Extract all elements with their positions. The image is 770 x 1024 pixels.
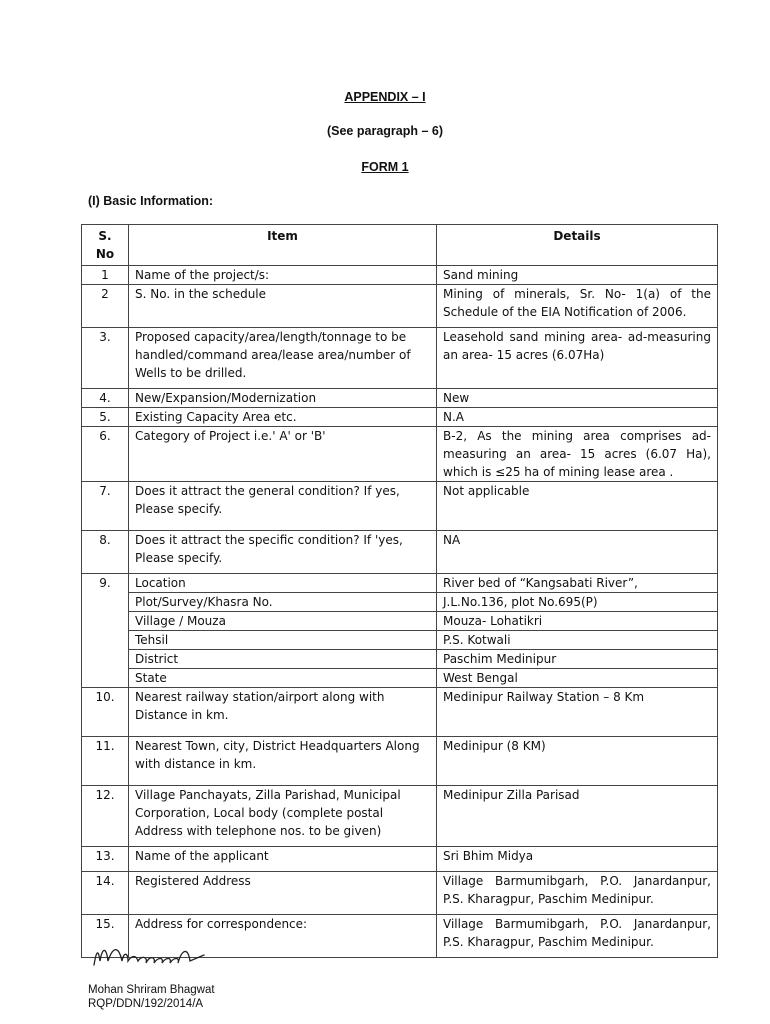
cell-item: Nearest railway station/airport along with Distance in km. xyxy=(129,688,437,737)
cell-item: Proposed capacity/area/length/tonnage to be handled/command area/lease area/number of Wells to be drilled. xyxy=(129,328,437,389)
table-row xyxy=(82,631,718,650)
table-row xyxy=(82,574,718,593)
table-row xyxy=(82,612,718,631)
table-row xyxy=(82,427,718,482)
cell-sno xyxy=(82,650,129,669)
cell-sno: 15. xyxy=(82,915,129,958)
table-row xyxy=(82,593,718,612)
cell-item: Tehsil xyxy=(129,631,437,650)
cell-item: Address for correspondence: xyxy=(129,915,437,958)
cell-details: Paschim Medinipur xyxy=(437,650,718,669)
cell-sno xyxy=(82,612,129,631)
cell-details: B-2, As the mining area comprises ad-measuring an area- 15 acres (6.07 Ha), which is ≤25 ha of mining lease area . xyxy=(437,427,718,482)
header-sno: S. No xyxy=(82,225,129,266)
cell-item: Registered Address xyxy=(129,872,437,915)
cell-sno xyxy=(82,593,129,612)
cell-item: Category of Project i.e.' A' or 'B' xyxy=(129,427,437,482)
cell-details: Medinipur Zilla Parisad xyxy=(437,786,718,847)
cell-item: District xyxy=(129,650,437,669)
table-row xyxy=(82,328,718,389)
cell-sno: 13. xyxy=(82,847,129,872)
cell-details: New xyxy=(437,389,718,408)
cell-sno: 7. xyxy=(82,482,129,531)
cell-details: Village Barmumibgarh, P.O. Janardanpur, P.S. Kharagpur, Paschim Medinipur. xyxy=(437,915,718,958)
cell-details: NA xyxy=(437,531,718,574)
table-row xyxy=(82,847,718,872)
table-row xyxy=(82,786,718,847)
signature xyxy=(88,935,218,975)
table-row xyxy=(82,669,718,688)
table-row xyxy=(82,389,718,408)
signatory-name: Mohan Shriram Bhagwat xyxy=(88,984,215,996)
cell-item: S. No. in the schedule xyxy=(129,285,437,328)
cell-sno: 4. xyxy=(82,389,129,408)
table-row xyxy=(82,650,718,669)
paragraph-reference: (See paragraph – 6) xyxy=(326,124,443,138)
cell-details: J.L.No.136, plot No.695(P) xyxy=(437,593,718,612)
form-title: FORM 1 xyxy=(361,160,409,174)
cell-details: N.A xyxy=(437,408,718,427)
table-row xyxy=(82,688,718,737)
cell-sno: 9. xyxy=(82,574,129,593)
cell-item: Does it attract the specific condition? If 'yes, Please specify. xyxy=(129,531,437,574)
cell-item: Name of the applicant xyxy=(129,847,437,872)
cell-item: Existing Capacity Area etc. xyxy=(129,408,437,427)
table-row xyxy=(82,408,718,427)
cell-sno: 10. xyxy=(82,688,129,737)
cell-details: Mining of minerals, Sr. No- 1(a) of the Schedule of the EIA Notification of 2006. xyxy=(437,285,718,328)
table-row xyxy=(82,285,718,328)
cell-details: Village Barmumibgarh, P.O. Janardanpur, P.S. Kharagpur, Paschim Medinipur. xyxy=(437,872,718,915)
cell-details: Sand mining xyxy=(437,266,718,285)
cell-details: Mouza- Lohatikri xyxy=(437,612,718,631)
cell-sno: 11. xyxy=(82,737,129,786)
cell-details: Medinipur Railway Station – 8 Km xyxy=(437,688,718,737)
cell-sno xyxy=(82,631,129,650)
cell-details: Medinipur (8 KM) xyxy=(437,737,718,786)
cell-item: Nearest Town, city, District Headquarters Along with distance in km. xyxy=(129,737,437,786)
table-row xyxy=(82,531,718,574)
header-details: Details xyxy=(437,225,718,266)
cell-item: Location xyxy=(129,574,437,593)
cell-sno: 8. xyxy=(82,531,129,574)
cell-item: Village Panchayats, Zilla Parishad, Municipal Corporation, Local body (complete postal Address with telephone nos. to be given) xyxy=(129,786,437,847)
cell-item: New/Expansion/Modernization xyxy=(129,389,437,408)
cell-details: Not applicable xyxy=(437,482,718,531)
cell-details: River bed of “Kangsabati River”, xyxy=(437,574,718,593)
signatory-code: RQP/DDN/192/2014/A xyxy=(88,998,204,1010)
cell-item: Village / Mouza xyxy=(129,612,437,631)
header-item: Item xyxy=(129,225,437,266)
cell-details: Leasehold sand mining area- ad-measuring an area- 15 acres (6.07Ha) xyxy=(437,328,718,389)
appendix-title: APPENDIX – I xyxy=(344,90,426,104)
cell-item: Name of the project/s: xyxy=(129,266,437,285)
cell-details: Sri Bhim Midya xyxy=(437,847,718,872)
cell-sno: 3. xyxy=(82,328,129,389)
table-row xyxy=(82,737,718,786)
cell-sno: 12. xyxy=(82,786,129,847)
cell-sno: 14. xyxy=(82,872,129,915)
cell-item: State xyxy=(129,669,437,688)
cell-details: P.S. Kotwali xyxy=(437,631,718,650)
cell-item: Does it attract the general condition? If yes, Please specify. xyxy=(129,482,437,531)
cell-details: West Bengal xyxy=(437,669,718,688)
cell-sno: 5. xyxy=(82,408,129,427)
cell-item: Plot/Survey/Khasra No. xyxy=(129,593,437,612)
section-title: (I) Basic Information: xyxy=(88,194,214,208)
table-row xyxy=(82,482,718,531)
table-row xyxy=(82,872,718,915)
cell-sno: 1 xyxy=(82,266,129,285)
cell-sno: 6. xyxy=(82,427,129,482)
table-row xyxy=(82,266,718,285)
cell-sno: 2 xyxy=(82,285,129,328)
cell-sno xyxy=(82,669,129,688)
basic-information-table xyxy=(81,224,718,958)
